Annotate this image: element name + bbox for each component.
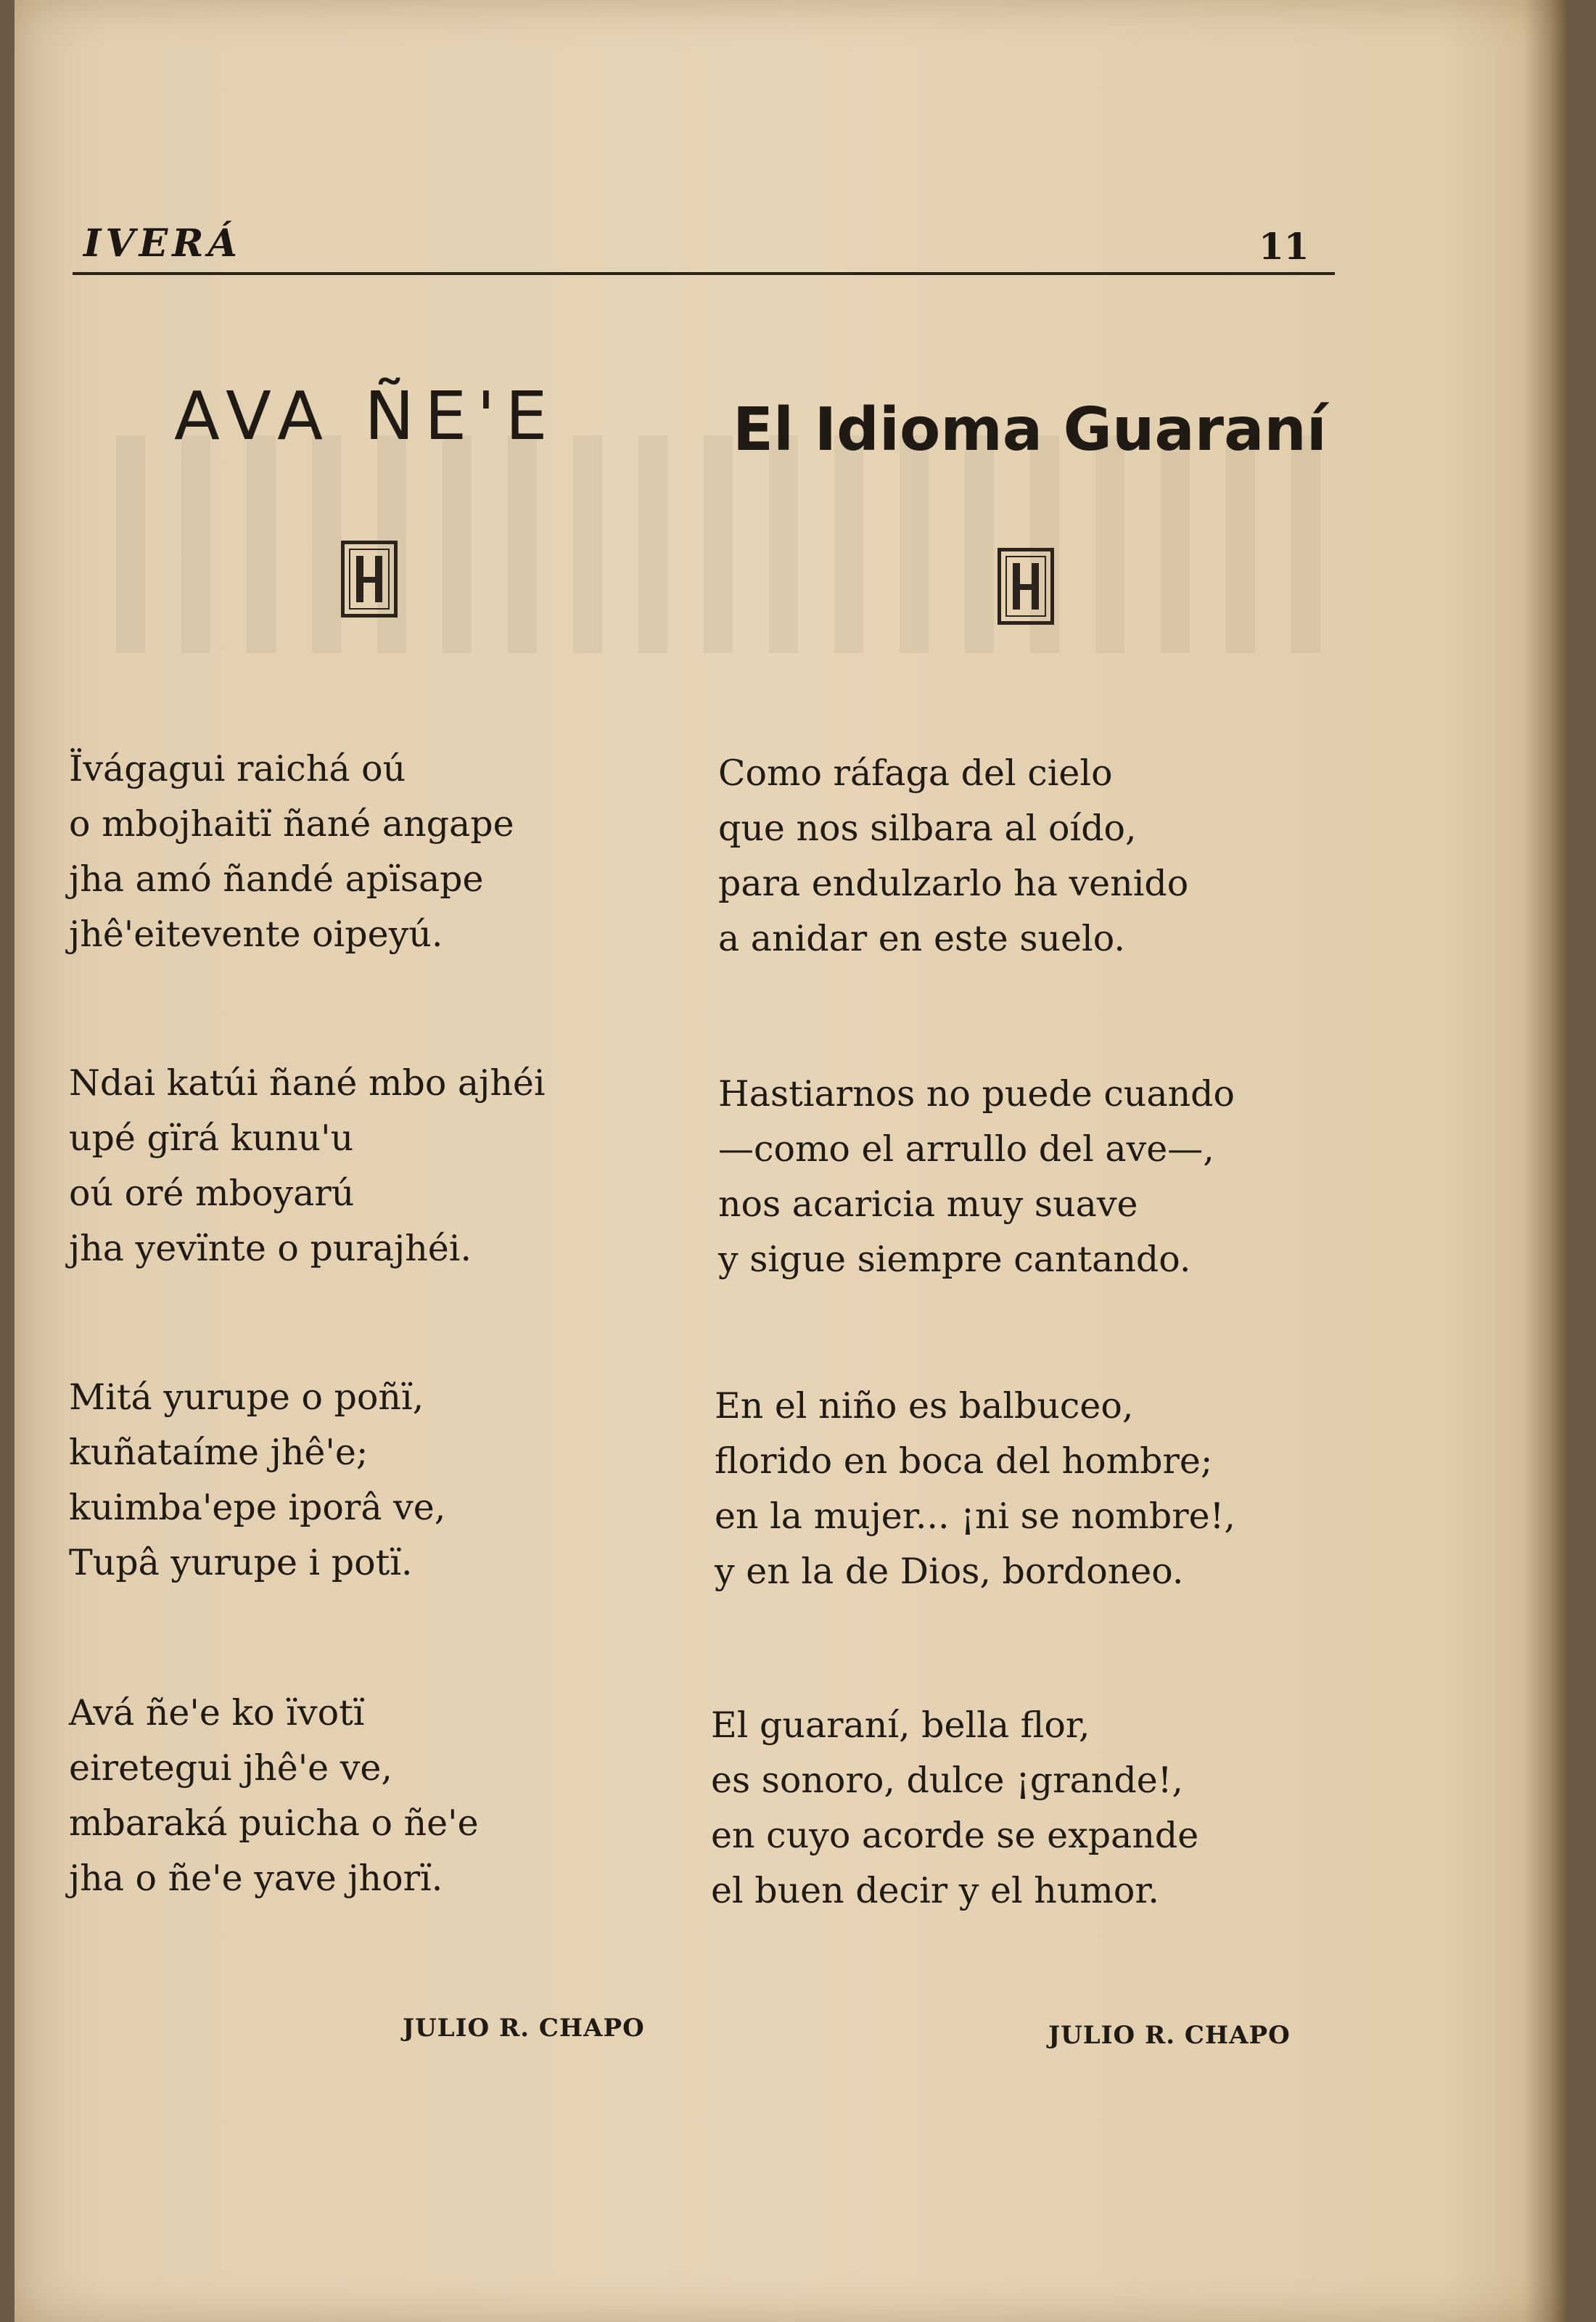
poem-line: que nos silbara al oído, <box>718 808 1137 849</box>
page <box>15 0 1567 2322</box>
guarani-stanza-2 <box>69 1056 546 1276</box>
poem-line: jha o ñe'e yave jhorï. <box>69 1858 443 1899</box>
poem-line: en la mujer... ¡ni se nombre!, <box>715 1496 1235 1537</box>
poem-line: Avá ñe'e ko ïvotï <box>69 1692 365 1734</box>
poem-line: Como ráfaga del cielo <box>718 752 1113 794</box>
page-edge-shadow <box>1523 0 1567 2322</box>
guarani-stanza-3 <box>69 1370 445 1591</box>
spanish-stanza-2 <box>718 1067 1235 1287</box>
poem-line: mbaraká puicha o ñe'e <box>69 1802 479 1844</box>
spanish-stanza-1 <box>718 746 1188 967</box>
poem-line: El guaraní, bella flor, <box>711 1704 1090 1746</box>
poem-line: kuñataíme jhê'e; <box>69 1432 369 1473</box>
author-signature-left: JULIO R. CHAPO <box>403 2014 645 2043</box>
guarani-stanza-4 <box>69 1686 479 1906</box>
poem-line: Mitá yurupe o poñï, <box>69 1377 424 1418</box>
poem-line: jha yevïnte o purajhéi. <box>69 1228 472 1269</box>
poem-line: para endulzarlo ha venido <box>718 863 1189 904</box>
poem-line: jhê'eitevente oipeyú. <box>69 914 443 955</box>
poem-line: nos acaricia muy suave <box>718 1183 1138 1225</box>
spanish-stanza-3 <box>715 1379 1235 1599</box>
poem-line: Ndai katúi ñané mbo ajhéi <box>69 1062 546 1104</box>
poem-line: el buen decir y el humor. <box>711 1870 1159 1911</box>
poem-line: Ïvágagui raichá oú <box>69 748 406 789</box>
guarani-stanza-1 <box>69 742 514 962</box>
spanish-stanza-4 <box>711 1698 1198 1919</box>
running-header-magazine: IVERÁ <box>83 221 242 266</box>
poem-line: kuimba'epe iporâ ve, <box>69 1487 446 1528</box>
poem-line: y sigue siempre cantando. <box>718 1239 1191 1280</box>
ornament-h-icon-right <box>998 548 1054 625</box>
poem-line: En el niño es balbuceo, <box>715 1385 1134 1427</box>
title-spanish: El Idioma Guaraní <box>733 395 1327 464</box>
poem-line: oú oré mboyarú <box>69 1173 355 1214</box>
poem-line: jha amó ñandé apïsape <box>69 858 484 900</box>
poem-line: Hastiarnos no puede cuando <box>718 1073 1235 1115</box>
poem-line: a anidar en este suelo. <box>718 918 1125 959</box>
poem-line: —como el arrullo del ave—, <box>718 1128 1214 1170</box>
page-number: 11 <box>1259 225 1309 268</box>
title-guarani: AVA ÑE'E <box>174 377 558 455</box>
bleed-through-texture <box>116 435 1349 653</box>
poem-line: florido en boca del hombre; <box>715 1440 1213 1482</box>
poem-line: eiretegui jhê'e ve, <box>69 1747 393 1789</box>
poem-line: y en la de Dios, bordoneo. <box>715 1551 1184 1592</box>
ornament-h-icon-left <box>341 541 398 618</box>
header-rule <box>73 272 1335 275</box>
poem-line: Tupâ yurupe i potï. <box>69 1542 413 1583</box>
poem-line: en cuyo acorde se expande <box>711 1815 1199 1856</box>
poem-line: es sonoro, dulce ¡grande!, <box>711 1760 1183 1801</box>
author-signature-right: JULIO R. CHAPO <box>1048 2021 1291 2050</box>
poem-line: o mbojhaitï ñané angape <box>69 803 514 845</box>
poem-line: upé gïrá kunu'u <box>69 1117 354 1159</box>
